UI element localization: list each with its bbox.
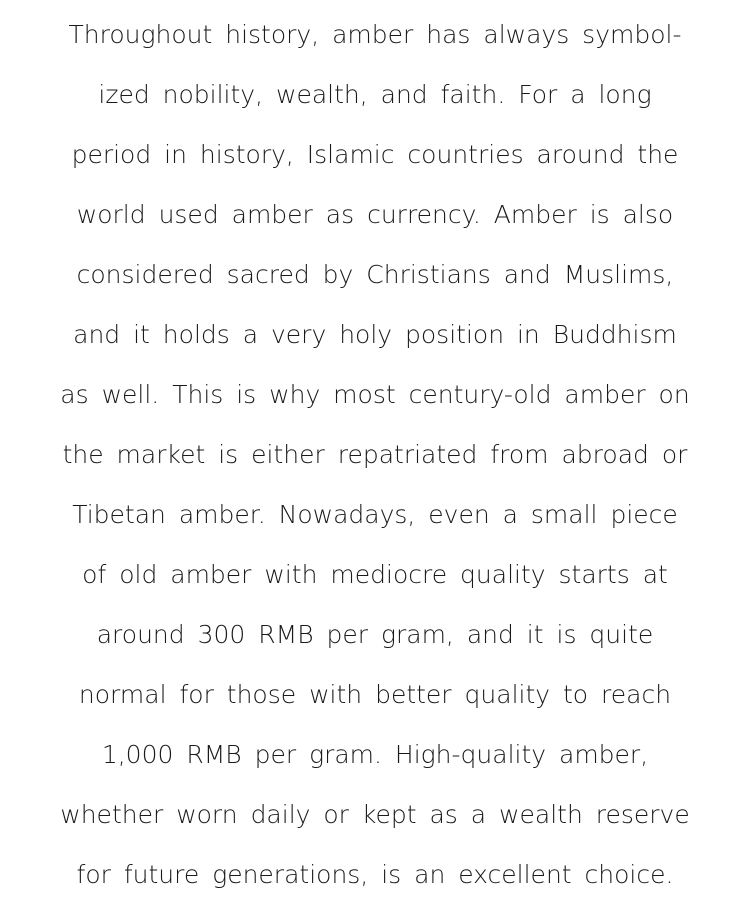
- paragraph-line: ized nobility, wealth, and faith. For a long: [98, 80, 652, 109]
- paragraph-line: normal for those with better quality to reach: [78, 680, 672, 709]
- paragraph-line: the market is either repatriated from abroad or: [62, 440, 688, 469]
- paragraph-line: for future generations, is an excellent choice.: [76, 860, 674, 889]
- amber-history-paragraph: [0, 5, 750, 905]
- paragraph-line: world used amber as currency. Amber is also: [76, 200, 674, 229]
- paragraph-line: of old amber with mediocre quality starts at: [82, 560, 668, 589]
- paragraph-line: and it holds a very holy position in Buddhism: [73, 320, 677, 349]
- paragraph-line: period in history, Islamic countries around the: [71, 140, 679, 169]
- paragraph-line: as well. This is why most century-old amber on: [60, 380, 690, 409]
- paragraph-line: around 300 RMB per gram, and it is quite: [96, 620, 654, 649]
- paragraph-line: 1,000 RMB per gram. High-quality amber,: [101, 740, 649, 769]
- paragraph-line: Tibetan amber. Nowadays, even a small piece: [72, 500, 678, 529]
- paragraph-line: Throughout history, amber has always symbol-: [68, 20, 682, 49]
- paragraph-line: whether worn daily or kept as a wealth reserve: [60, 800, 690, 829]
- paragraph-line: considered sacred by Christians and Muslims,: [76, 260, 674, 289]
